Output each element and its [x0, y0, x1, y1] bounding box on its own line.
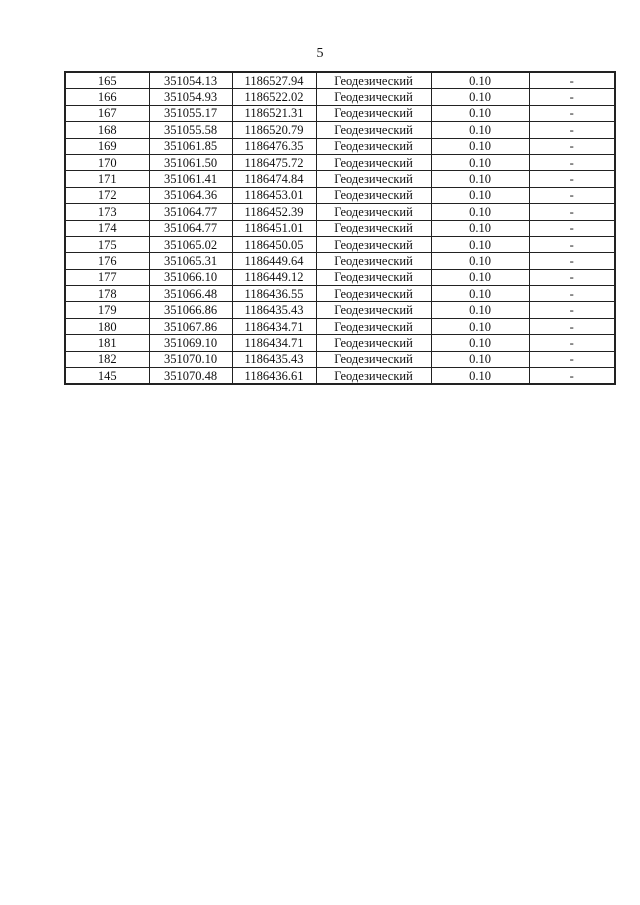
- method-cell: Геодезический: [316, 351, 431, 367]
- accuracy-cell: 0.10: [431, 351, 529, 367]
- description-cell: -: [529, 122, 615, 138]
- description-cell: -: [529, 220, 615, 236]
- x-coordinate-cell: 351067.86: [149, 318, 232, 334]
- y-coordinate-cell: 1186475.72: [232, 154, 316, 170]
- method-cell: Геодезический: [316, 302, 431, 318]
- y-coordinate-cell: 1186521.31: [232, 105, 316, 121]
- x-coordinate-cell: 351055.58: [149, 122, 232, 138]
- point-number-cell: 177: [65, 269, 149, 285]
- point-number-cell: 178: [65, 286, 149, 302]
- method-cell: Геодезический: [316, 72, 431, 89]
- method-cell: Геодезический: [316, 335, 431, 351]
- x-coordinate-cell: 351070.10: [149, 351, 232, 367]
- accuracy-cell: 0.10: [431, 171, 529, 187]
- x-coordinate-cell: 351066.10: [149, 269, 232, 285]
- point-number-cell: 182: [65, 351, 149, 367]
- method-cell: Геодезический: [316, 318, 431, 334]
- accuracy-cell: 0.10: [431, 72, 529, 89]
- description-cell: -: [529, 236, 615, 252]
- x-coordinate-cell: 351065.02: [149, 236, 232, 252]
- x-coordinate-cell: 351066.86: [149, 302, 232, 318]
- x-coordinate-cell: 351064.36: [149, 187, 232, 203]
- y-coordinate-cell: 1186453.01: [232, 187, 316, 203]
- method-cell: Геодезический: [316, 105, 431, 121]
- y-coordinate-cell: 1186435.43: [232, 302, 316, 318]
- accuracy-cell: 0.10: [431, 335, 529, 351]
- table-row: [65, 89, 615, 105]
- table-row: [65, 302, 615, 318]
- description-cell: -: [529, 302, 615, 318]
- accuracy-cell: 0.10: [431, 187, 529, 203]
- description-cell: -: [529, 89, 615, 105]
- y-coordinate-cell: 1186527.94: [232, 72, 316, 89]
- y-coordinate-cell: 1186449.12: [232, 269, 316, 285]
- point-number-cell: 180: [65, 318, 149, 334]
- table-row: [65, 122, 615, 138]
- accuracy-cell: 0.10: [431, 368, 529, 385]
- point-number-cell: 169: [65, 138, 149, 154]
- point-number-cell: 172: [65, 187, 149, 203]
- y-coordinate-cell: 1186449.64: [232, 253, 316, 269]
- table-row: [65, 171, 615, 187]
- point-number-cell: 176: [65, 253, 149, 269]
- point-number-cell: 170: [65, 154, 149, 170]
- point-number-cell: 174: [65, 220, 149, 236]
- method-cell: Геодезический: [316, 286, 431, 302]
- point-number-cell: 168: [65, 122, 149, 138]
- accuracy-cell: 0.10: [431, 318, 529, 334]
- accuracy-cell: 0.10: [431, 236, 529, 252]
- description-cell: -: [529, 318, 615, 334]
- y-coordinate-cell: 1186520.79: [232, 122, 316, 138]
- description-cell: -: [529, 105, 615, 121]
- x-coordinate-cell: 351054.13: [149, 72, 232, 89]
- table-row: [65, 187, 615, 203]
- accuracy-cell: 0.10: [431, 269, 529, 285]
- description-cell: -: [529, 368, 615, 385]
- point-number-cell: 179: [65, 302, 149, 318]
- accuracy-cell: 0.10: [431, 220, 529, 236]
- y-coordinate-cell: 1186436.61: [232, 368, 316, 385]
- description-cell: -: [529, 286, 615, 302]
- y-coordinate-cell: 1186451.01: [232, 220, 316, 236]
- method-cell: Геодезический: [316, 269, 431, 285]
- description-cell: -: [529, 171, 615, 187]
- y-coordinate-cell: 1186522.02: [232, 89, 316, 105]
- accuracy-cell: 0.10: [431, 286, 529, 302]
- table-row: [65, 236, 615, 252]
- accuracy-cell: 0.10: [431, 204, 529, 220]
- x-coordinate-cell: 351064.77: [149, 220, 232, 236]
- accuracy-cell: 0.10: [431, 154, 529, 170]
- x-coordinate-cell: 351061.41: [149, 171, 232, 187]
- description-cell: -: [529, 154, 615, 170]
- point-number-cell: 166: [65, 89, 149, 105]
- description-cell: -: [529, 204, 615, 220]
- y-coordinate-cell: 1186434.71: [232, 335, 316, 351]
- method-cell: Геодезический: [316, 236, 431, 252]
- x-coordinate-cell: 351066.48: [149, 286, 232, 302]
- x-coordinate-cell: 351055.17: [149, 105, 232, 121]
- method-cell: Геодезический: [316, 89, 431, 105]
- table-row: [65, 286, 615, 302]
- table-row: [65, 154, 615, 170]
- table-row: [65, 269, 615, 285]
- table-row: [65, 335, 615, 351]
- description-cell: -: [529, 138, 615, 154]
- accuracy-cell: 0.10: [431, 105, 529, 121]
- point-number-cell: 175: [65, 236, 149, 252]
- page-number: 5: [316, 46, 324, 61]
- x-coordinate-cell: 351061.50: [149, 154, 232, 170]
- table-row: [65, 138, 615, 154]
- y-coordinate-cell: 1186435.43: [232, 351, 316, 367]
- table-row: [65, 253, 615, 269]
- table-row: [65, 72, 615, 89]
- method-cell: Геодезический: [316, 187, 431, 203]
- accuracy-cell: 0.10: [431, 302, 529, 318]
- method-cell: Геодезический: [316, 171, 431, 187]
- method-cell: Геодезический: [316, 154, 431, 170]
- method-cell: Геодезический: [316, 122, 431, 138]
- description-cell: -: [529, 187, 615, 203]
- table-row: [65, 204, 615, 220]
- description-cell: -: [529, 335, 615, 351]
- point-number-cell: 165: [65, 72, 149, 89]
- method-cell: Геодезический: [316, 138, 431, 154]
- accuracy-cell: 0.10: [431, 89, 529, 105]
- point-number-cell: 145: [65, 368, 149, 385]
- x-coordinate-cell: 351065.31: [149, 253, 232, 269]
- description-cell: -: [529, 72, 615, 89]
- table-row: [65, 351, 615, 367]
- point-number-cell: 181: [65, 335, 149, 351]
- x-coordinate-cell: 351064.77: [149, 204, 232, 220]
- y-coordinate-cell: 1186434.71: [232, 318, 316, 334]
- table-row: [65, 105, 615, 121]
- description-cell: -: [529, 269, 615, 285]
- table-body: [65, 72, 615, 384]
- accuracy-cell: 0.10: [431, 253, 529, 269]
- point-number-cell: 173: [65, 204, 149, 220]
- x-coordinate-cell: 351069.10: [149, 335, 232, 351]
- method-cell: Геодезический: [316, 253, 431, 269]
- table-row: [65, 368, 615, 385]
- x-coordinate-cell: 351054.93: [149, 89, 232, 105]
- y-coordinate-cell: 1186476.35: [232, 138, 316, 154]
- coordinates-table: [64, 71, 616, 385]
- x-coordinate-cell: 351070.48: [149, 368, 232, 385]
- description-cell: -: [529, 253, 615, 269]
- method-cell: Геодезический: [316, 368, 431, 385]
- method-cell: Геодезический: [316, 204, 431, 220]
- table-row: [65, 220, 615, 236]
- table-row: [65, 318, 615, 334]
- y-coordinate-cell: 1186450.05: [232, 236, 316, 252]
- y-coordinate-cell: 1186452.39: [232, 204, 316, 220]
- point-number-cell: 171: [65, 171, 149, 187]
- description-cell: -: [529, 351, 615, 367]
- y-coordinate-cell: 1186474.84: [232, 171, 316, 187]
- accuracy-cell: 0.10: [431, 122, 529, 138]
- x-coordinate-cell: 351061.85: [149, 138, 232, 154]
- y-coordinate-cell: 1186436.55: [232, 286, 316, 302]
- accuracy-cell: 0.10: [431, 138, 529, 154]
- method-cell: Геодезический: [316, 220, 431, 236]
- point-number-cell: 167: [65, 105, 149, 121]
